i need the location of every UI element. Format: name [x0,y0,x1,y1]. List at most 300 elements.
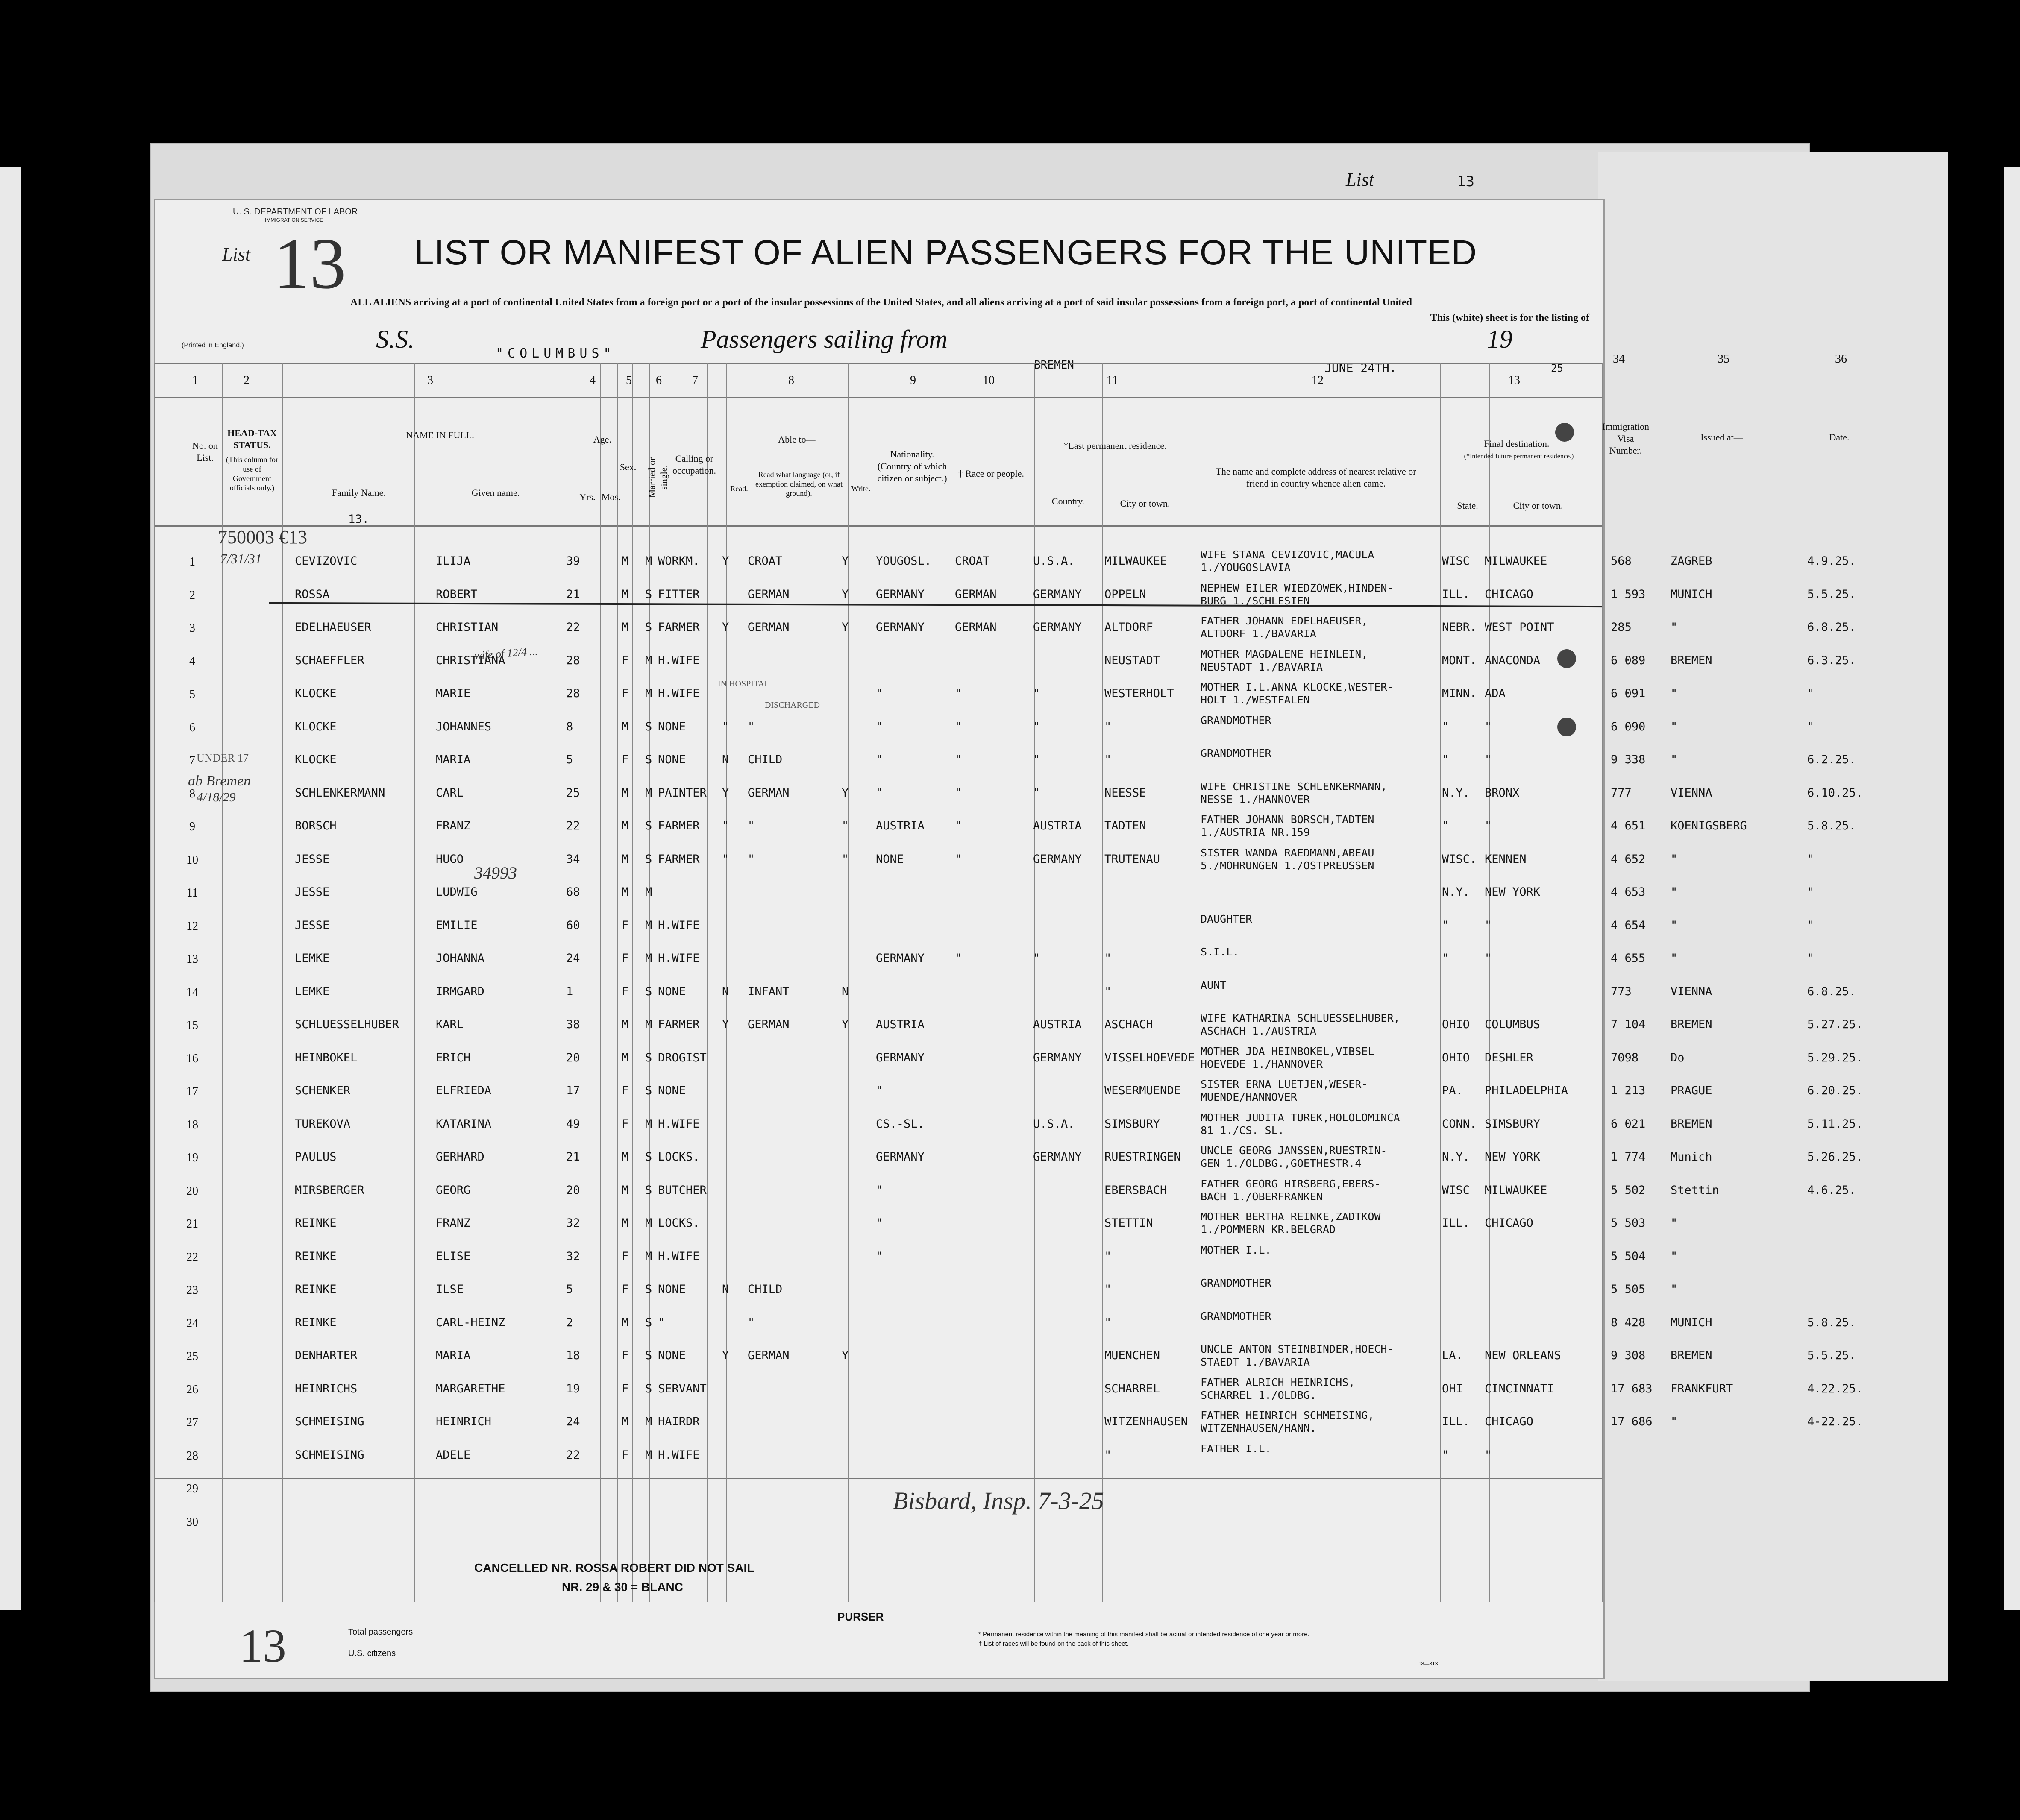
head-final-note: (*Intended future permanent residence.) [1464,453,1574,460]
nationality: GERMANY [876,587,925,601]
occupation: H.WIFE [658,1448,700,1462]
last-country: GERMANY [1033,621,1082,634]
dest-city: MILWAUKEE [1485,1183,1547,1197]
head-name: NAME IN FULL. [406,430,474,440]
table-row [154,547,1856,580]
row-number: 5 [189,688,195,701]
sex: M [622,1051,629,1064]
table-row [154,745,1856,779]
row-number: 20 [186,1184,198,1198]
visa-date: " [1807,687,1814,700]
visa-number: 773 [1611,985,1632,998]
dest-state: MONT. [1442,654,1477,667]
dest-city: ANACONDA [1485,654,1541,667]
nationality: " [876,720,883,733]
dest-city: CHICAGO [1485,1415,1533,1428]
visa-date: 5.11.25. [1807,1117,1863,1131]
nearest-relative: FATHER GEORG HIRSBERG,EBERS- BACH 1./OBERFRANKEN [1201,1177,1381,1203]
visa-issued-at: " [1671,753,1678,766]
visa-issued-at: FRANKFURT [1671,1382,1733,1395]
visa-date: 5.5.25. [1807,1349,1856,1362]
read-language: GERMAN [748,621,790,634]
read-language: CHILD [748,1283,783,1296]
family-name: SCHENKER [295,1084,351,1097]
total-passengers-value: 13 [239,1620,286,1672]
table-row [154,1076,1863,1110]
last-town: WESERMUENDE [1104,1084,1181,1097]
marital-status: S [645,1349,652,1362]
last-country: U.S.A. [1033,1117,1075,1131]
top-list-number: 13 [1457,173,1474,190]
blanc-note: NR. 29 & 30 = BLANC [562,1580,683,1594]
read-language: GERMAN [748,587,790,601]
service-label: IMMIGRATION SERVICE [265,217,323,223]
marital-status: M [645,952,652,965]
given-name: ADELE [436,1448,471,1462]
marital-status: S [645,985,652,998]
occupation: FARMER [658,819,700,832]
last-town: STETTIN [1104,1216,1153,1230]
last-town: WITZENHAUSEN [1104,1415,1188,1428]
visa-issued-at: KOENIGSBERG [1671,819,1747,832]
given-name: MARGARETHE [436,1382,505,1395]
manifest-title: LIST OR MANIFEST OF ALIEN PASSENGERS FOR THE UNITED [414,233,1477,272]
row-number: 9 [189,820,195,833]
dest-state: N.Y. [1442,1150,1470,1164]
row-number: 18 [186,1118,198,1131]
dest-city: BRONX [1485,786,1520,800]
visa-number: 7 104 [1611,1018,1646,1031]
list-number-handwritten: 13 [273,223,346,304]
can-write: Y [842,1018,849,1031]
table-row [154,1010,1863,1043]
occupation: PAINTER [658,786,707,800]
nearest-relative: FATHER HEINRICH SCHMEISING, WITZENHAUSEN/HANN. [1201,1409,1374,1434]
form-number: 18—313 [1418,1661,1438,1667]
given-name: EMILIE [436,918,478,932]
visa-date: 6.10.25. [1807,786,1863,800]
row-number: 23 [186,1284,198,1297]
read-language: CROAT [748,554,783,568]
family-name: BORSCH [295,819,337,832]
marital-status: S [645,1084,652,1097]
nearest-relative: FATHER JOHANN BORSCH,TADTEN 1./AUSTRIA NR.159 [1201,813,1374,838]
family-name: REINKE [295,1316,337,1329]
given-name: MARIA [436,1349,471,1362]
dest-city: KENNEN [1485,852,1527,866]
sex: F [622,654,629,667]
hospital-stamp: IN HOSPITAL [718,679,770,689]
last-country: U.S.A. [1033,554,1075,568]
year-value: 25 [1551,362,1563,374]
sex: F [622,753,629,766]
row-number: 4 [189,654,195,668]
marital-status: S [645,1382,652,1395]
purser-label: PURSER [837,1610,884,1623]
can-read: Y [722,554,729,568]
visa-issued-at: MUNICH [1671,1316,1712,1329]
occupation: WORKM. [658,554,700,568]
marital-status: M [645,654,652,667]
visa-issued-at: VIENNA [1671,786,1712,800]
sex: F [622,1117,629,1131]
nationality: " [876,1084,883,1097]
visa-issued-at: BREMEN [1671,1018,1712,1031]
marital-status: S [645,819,652,832]
punch-hole [1557,649,1576,668]
marital-status: M [645,1117,652,1131]
nearest-relative: FATHER JOHANN EDELHAEUSER, ALTDORF 1./BAVARIA [1201,615,1368,640]
dest-state: MINN. [1442,687,1477,700]
visa-number: 17 686 [1611,1415,1653,1428]
row-number: 3 [189,621,195,635]
table-row [154,646,1856,680]
table-row [154,911,1814,944]
age-years: 22 [566,819,580,832]
head-country: Country. [1051,496,1085,507]
table-row [154,845,1814,878]
occupation: H.WIFE [658,687,700,700]
visa-issued-at: " [1671,621,1678,634]
head-final: Final destination. [1484,438,1550,449]
last-town: TRUTENAU [1104,852,1160,866]
visa-number: 1 593 [1611,587,1646,601]
occupation: NONE [658,985,686,998]
row-number: 7 [189,754,195,767]
nationality: NONE [876,852,904,866]
nearest-relative: MOTHER JDA HEINBOKEL,VIBSEL- HOEVEDE 1./HANNOVER [1201,1045,1381,1070]
given-name: MARIE [436,687,471,700]
race: CROAT [955,554,990,568]
can-write: Y [842,1349,849,1362]
can-write: Y [842,587,849,601]
occupation: SERVANT [658,1382,707,1395]
age-years: 32 [566,1249,580,1263]
last-town: " [1104,985,1112,998]
last-town: OPPELN [1104,587,1146,601]
head-age: Age. [593,434,612,445]
left-frame-edge [0,167,21,1610]
occupation: HAIRDR [658,1415,700,1428]
last-country: " [1033,952,1040,965]
last-town: " [1104,1249,1112,1263]
visa-number: 9 308 [1611,1349,1646,1362]
given-name: CARL-HEINZ [436,1316,505,1329]
occupation: " [658,1316,665,1329]
nearest-relative: S.I.L. [1201,946,1239,958]
age-years: 22 [566,1448,580,1462]
visa-issued-at: Do [1671,1051,1685,1064]
row-number: 6 [189,721,195,734]
row-number: 21 [186,1217,198,1231]
dest-city: CHICAGO [1485,587,1533,601]
can-read: " [722,720,729,733]
table-row [154,779,1863,812]
dest-state: " [1442,720,1449,733]
sex: M [622,1183,629,1197]
row-number: 12 [186,919,198,933]
remark-number: 34993 [474,863,517,882]
visa-number: 568 [1611,554,1632,568]
family-name: LEMKE [295,985,330,998]
occupation: NONE [658,1084,686,1097]
can-write: N [842,985,849,998]
last-town: TADTEN [1104,819,1146,832]
visa-number: 4 653 [1611,885,1646,899]
col-num-9: 9 [910,374,916,387]
occupation: H.WIFE [658,1249,700,1263]
marital-status: M [645,1249,652,1263]
given-name: IRMGARD [436,985,484,998]
family-name: HEINRICHS [295,1382,358,1395]
races-note: † List of races will be found on the back of this sheet. [978,1640,1129,1647]
dest-city: NEW ORLEANS [1485,1349,1561,1362]
nearest-relative: UNCLE GEORG JANSSEN,RUESTRIN- GEN 1./OLDBG.,GOETHESTR.4 [1201,1144,1387,1169]
marital-status: S [645,1051,652,1064]
row-number: 2 [189,588,195,602]
given-name: ERICH [436,1051,471,1064]
race: " [955,852,962,866]
visa-issued-at: Munich [1671,1150,1712,1164]
can-read: N [722,985,729,998]
visa-number: 4 655 [1611,952,1646,965]
occupation: FARMER [658,621,700,634]
visa-issued-at: BREMEN [1671,1349,1712,1362]
head-sex: Sex. [620,462,637,472]
age-years: 24 [566,1415,580,1428]
marital-status: S [645,720,652,733]
given-name: GEORG [436,1183,471,1197]
age-years: 25 [566,786,580,800]
visa-number: 5 504 [1611,1249,1646,1263]
head-married: Married or single. [646,457,669,498]
marital-status: S [645,852,652,866]
dest-state: CONN. [1442,1117,1477,1131]
age-years: 19 [566,1382,580,1395]
sex: F [622,985,629,998]
dest-state: OHIO [1442,1018,1470,1031]
last-town: VISSELHOEVEDE [1104,1051,1195,1064]
visa-date: " [1807,720,1814,733]
visa-date: 6.8.25. [1807,621,1856,634]
age-years: 24 [566,952,580,965]
visa-issued-at: " [1671,1283,1678,1296]
table-row [154,1209,1678,1242]
family-name: REINKE [295,1249,337,1263]
col-num-34: 34 [1613,352,1625,366]
row-number: 24 [186,1316,198,1330]
family-name: DENHARTER [295,1349,358,1362]
row-number: 29 [186,1482,198,1495]
occupation: NONE [658,720,686,733]
visa-issued-at: " [1671,952,1678,965]
row-number: 30 [186,1515,198,1529]
given-name: ILSE [436,1283,464,1296]
department-label: U. S. DEPARTMENT OF LABOR [233,207,358,217]
nearest-relative: GRANDMOTHER [1201,747,1271,759]
given-name: ELISE [436,1249,471,1263]
dest-city: NEW YORK [1485,1150,1541,1164]
row-number: 27 [186,1416,198,1429]
read-language: " [748,852,755,866]
table-row [154,1176,1856,1209]
nationality: CS.-SL. [876,1117,925,1131]
table-row [154,1043,1863,1077]
occupation: FARMER [658,1018,700,1031]
age-years: 28 [566,654,580,667]
total-passengers-label: Total passengers [348,1627,413,1637]
visa-date: 4.22.25. [1807,1382,1863,1395]
family-name: PAULUS [295,1150,337,1164]
row-number: 19 [186,1151,198,1164]
given-name: ILIJA [436,554,471,568]
head-visa: Immigration Visa Number. [1602,421,1649,456]
col-num-10: 10 [983,374,995,387]
race: GERMAN [955,621,997,634]
table-row [154,580,1856,613]
visa-date: 4.6.25. [1807,1183,1856,1197]
family-name: LEMKE [295,952,330,965]
table-row [154,1341,1856,1375]
head-mos: Mos. [601,492,621,502]
age-years: 5 [566,1283,573,1296]
age-years: 5 [566,753,573,766]
age-years: 68 [566,885,580,899]
can-read: Y [722,1018,729,1031]
nationality: " [876,1249,883,1263]
visa-issued-at: " [1671,918,1678,932]
sex: M [622,720,629,733]
visa-number: 285 [1611,621,1632,634]
nationality: " [876,786,883,800]
nearest-relative: MOTHER JUDITA TUREK,HOLOLOMINCA 81 1./CS.-SL. [1201,1111,1400,1137]
given-name: KARL [436,1018,464,1031]
occupation: DROGIST [658,1051,707,1064]
continuation-sheet [1598,152,1948,1681]
row-number: 10 [186,853,198,867]
race: " [955,720,962,733]
family-name: REINKE [295,1216,337,1230]
age-years: 1 [566,985,573,998]
last-town: MUENCHEN [1104,1349,1160,1362]
row-number: 8 [189,787,195,800]
col-num-36: 36 [1835,352,1847,366]
marital-status: M [645,1448,652,1462]
nationality: " [876,753,883,766]
dest-state: WISC [1442,1183,1470,1197]
row-number: 1 [189,555,195,569]
head-relative: The name and complete address of nearest relative or friend in country whence alien came. [1216,466,1416,489]
age-years: 20 [566,1051,580,1064]
row-number: 26 [186,1383,198,1396]
head-city: City or town. [1120,498,1170,509]
nearest-relative: WIFE STANA CEVIZOVIC,MACULA 1./YOUGOSLAVIA [1201,548,1374,574]
marital-status: M [645,687,652,700]
nearest-relative: GRANDMOTHER [1201,1310,1271,1322]
marital-status: S [645,587,652,601]
last-town: NEUSTADT [1104,654,1160,667]
occupation: BUTCHER [658,1183,707,1197]
last-town: EBERSBACH [1104,1183,1167,1197]
dest-state: N.Y. [1442,786,1470,800]
dest-state: " [1442,918,1449,932]
last-country: " [1033,720,1040,733]
marital-status: S [645,1150,652,1164]
can-read: Y [722,1349,729,1362]
given-name: LUDWIG [436,885,478,899]
dest-state: " [1442,753,1449,766]
sex: M [622,587,629,601]
visa-issued-at: " [1671,720,1678,733]
dest-city: NEW YORK [1485,885,1541,899]
family-name: MIRSBERGER [295,1183,364,1197]
family-name: EDELHAEUSER [295,621,371,634]
row-number: 14 [186,985,198,999]
row-number: 13 [186,952,198,966]
dest-city: " [1485,753,1492,766]
subtitle-line2: This (white) sheet is for the listing of [1430,312,1589,323]
age-years: 32 [566,1216,580,1230]
age-years: 17 [566,1084,580,1097]
last-country: " [1033,687,1040,700]
dest-state: ILL. [1442,587,1470,601]
given-name: HEINRICH [436,1415,492,1428]
family-name: SCHLUESSELHUBER [295,1018,399,1031]
visa-date: 5.5.25. [1807,587,1856,601]
family-name: CEVIZOVIC [295,554,358,568]
visa-date: " [1807,952,1814,965]
last-country: GERMANY [1033,587,1082,601]
can-read: N [722,1283,729,1296]
stamp-date: 7/31/31 [220,551,262,566]
family-name: JESSE [295,918,330,932]
cancelled-note: CANCELLED NR. ROSSA ROBERT DID NOT SAIL [474,1561,755,1574]
nationality: GERMANY [876,952,925,965]
age-years: 39 [566,554,580,568]
printed-label: (Printed in England.) [182,342,244,349]
nearest-relative: GRANDMOTHER [1201,1277,1271,1289]
visa-issued-at: " [1671,1415,1678,1428]
stamp-number: 750003 €13 [218,527,307,548]
table-row [154,1242,1678,1275]
table-row [154,1308,1856,1342]
age-years: 2 [566,1316,573,1329]
top-list-label: List [1346,169,1374,190]
race: GERMAN [955,587,997,601]
head-visa-date: Date. [1829,432,1850,443]
visa-date: " [1807,918,1814,932]
dest-state: N.Y. [1442,885,1470,899]
family-name: JESSE [295,852,330,866]
dest-state: " [1442,819,1449,832]
col-num-3: 3 [427,374,433,387]
table-row [154,1275,1678,1308]
ship-name: "COLUMBUS" [496,346,616,361]
given-name: HUGO [436,852,464,866]
family-name: KLOCKE [295,720,337,733]
row-number: 25 [186,1350,198,1363]
visa-issued-at: " [1671,687,1678,700]
nationality: AUSTRIA [876,819,925,832]
head-issued: Issued at— [1700,432,1743,443]
visa-date: 6.8.25. [1807,985,1856,998]
last-town: NEESSE [1104,786,1146,800]
last-country: GERMANY [1033,852,1082,866]
last-town: ASCHACH [1104,1018,1153,1031]
port-name: BREMEN [1034,359,1074,372]
family-header-number: 13. [348,513,369,526]
nationality: GERMANY [876,1051,925,1064]
